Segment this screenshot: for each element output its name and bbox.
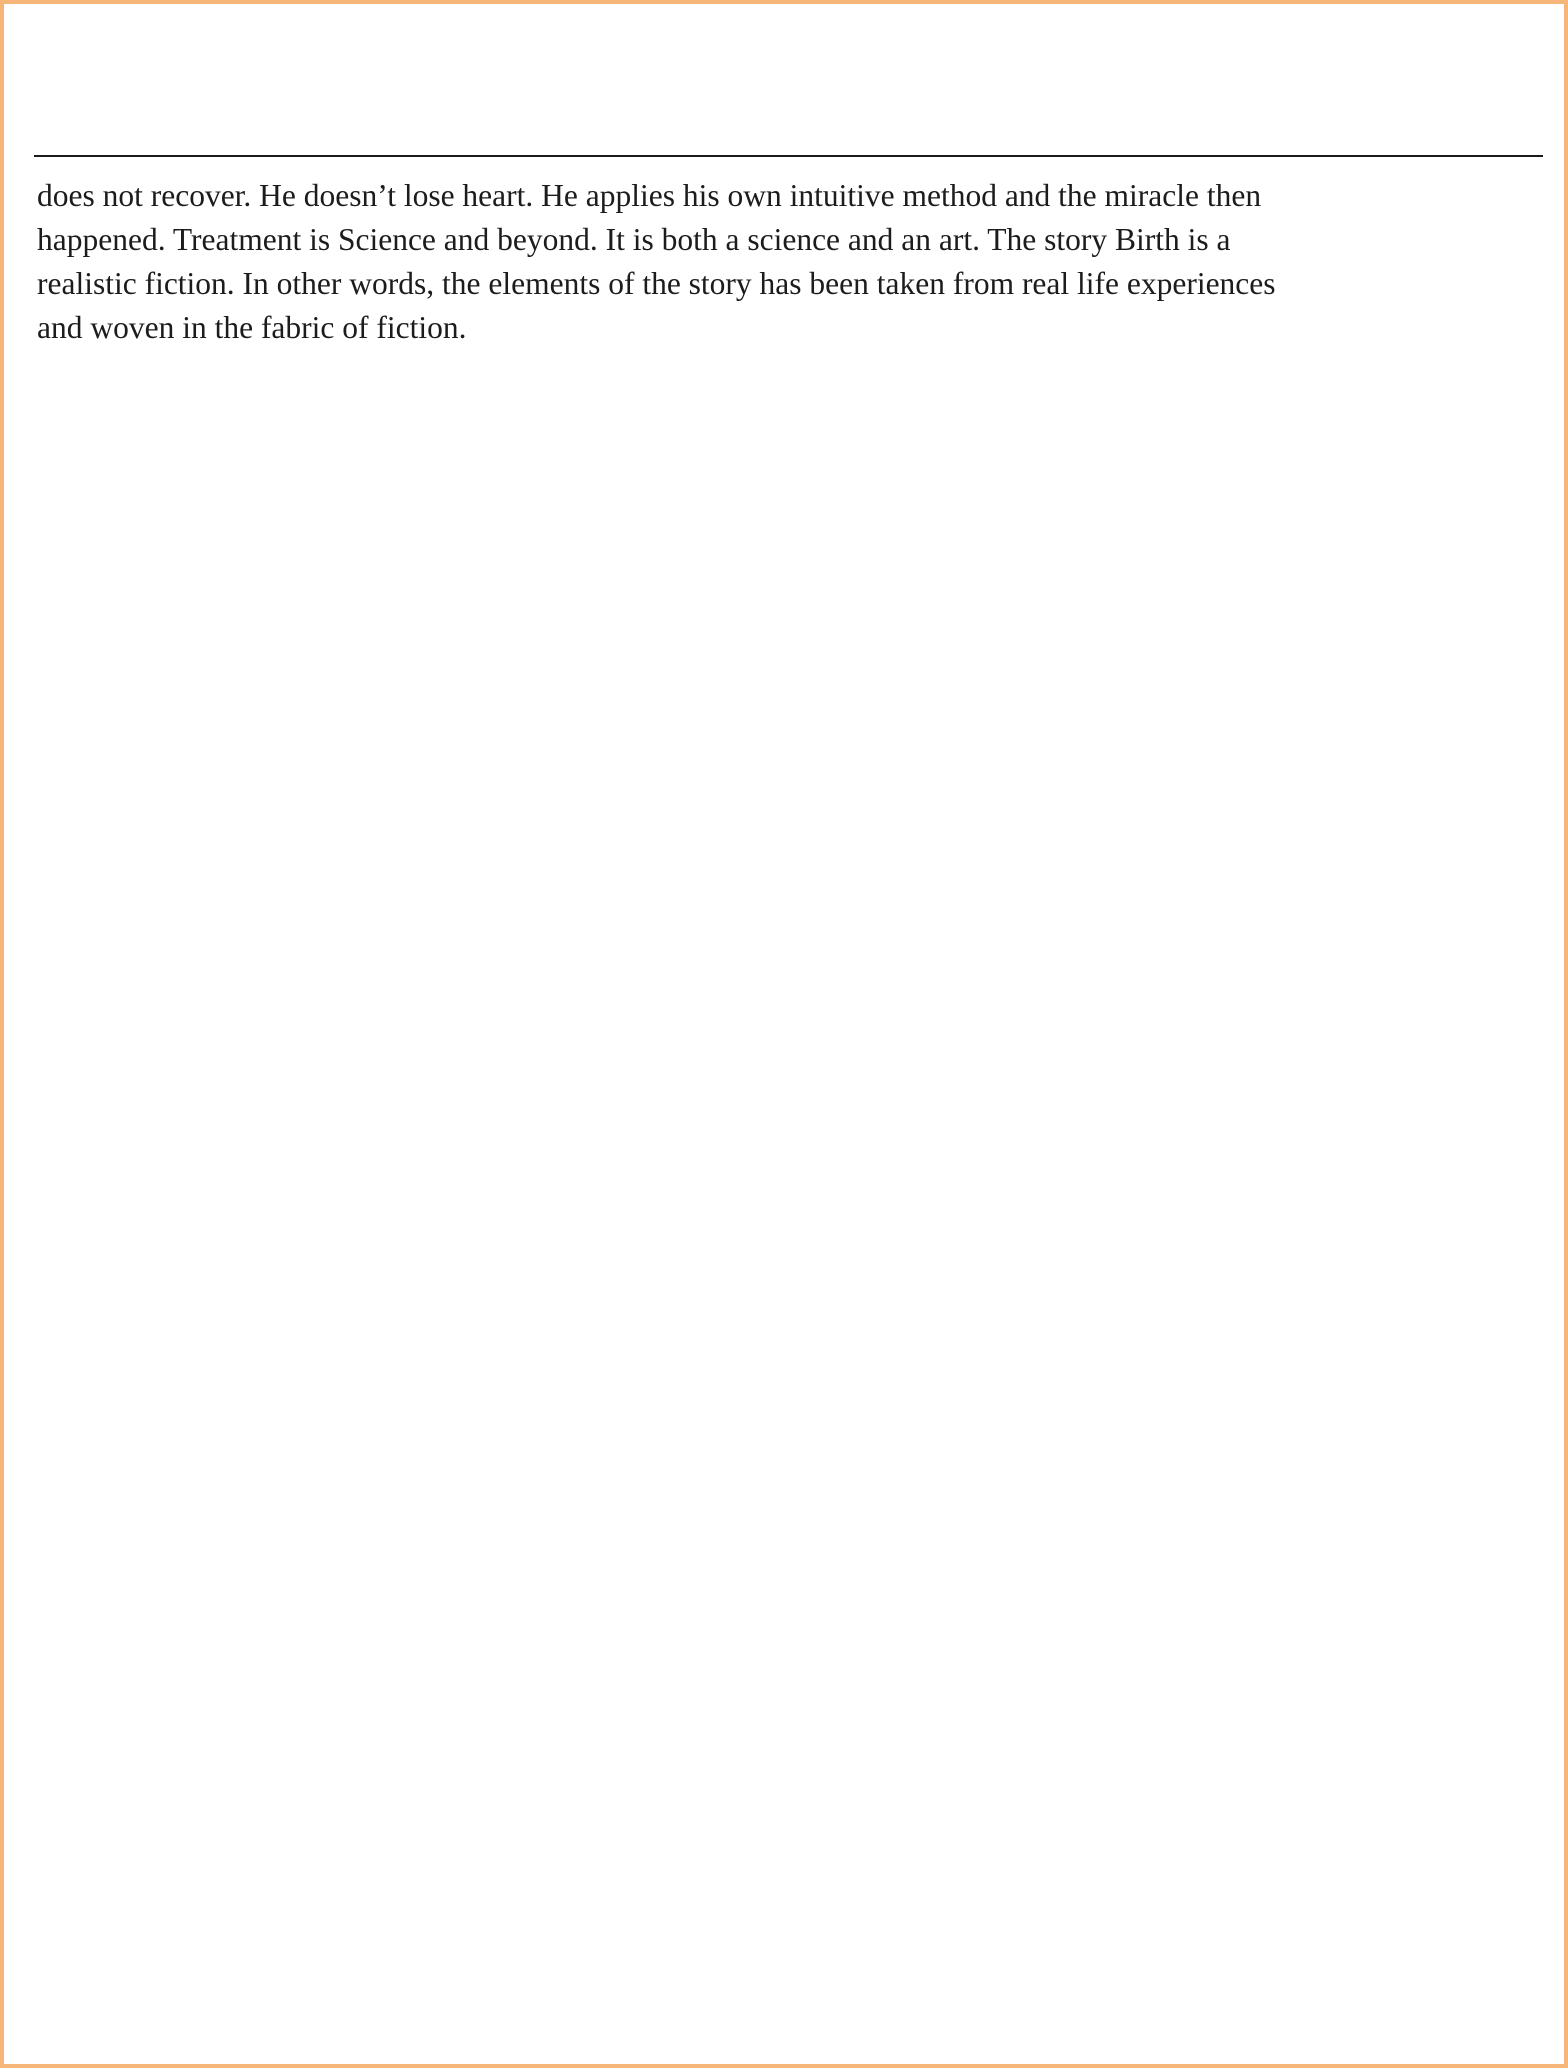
body-paragraph xyxy=(37,174,1537,350)
paragraph-line: realistic fiction. In other words, the elements of the story has been taken from real life experiences xyxy=(37,266,1276,301)
header-rule xyxy=(34,155,1543,157)
paragraph-line: does not recover. He doesn’t lose heart. He applies his own intuitive method and the miracle then xyxy=(37,178,1262,213)
paragraph-line: and woven in the fabric of fiction. xyxy=(37,310,467,345)
paragraph-line: happened. Treatment is Science and beyond. It is both a science and an art. The story Birth is a xyxy=(37,222,1231,257)
